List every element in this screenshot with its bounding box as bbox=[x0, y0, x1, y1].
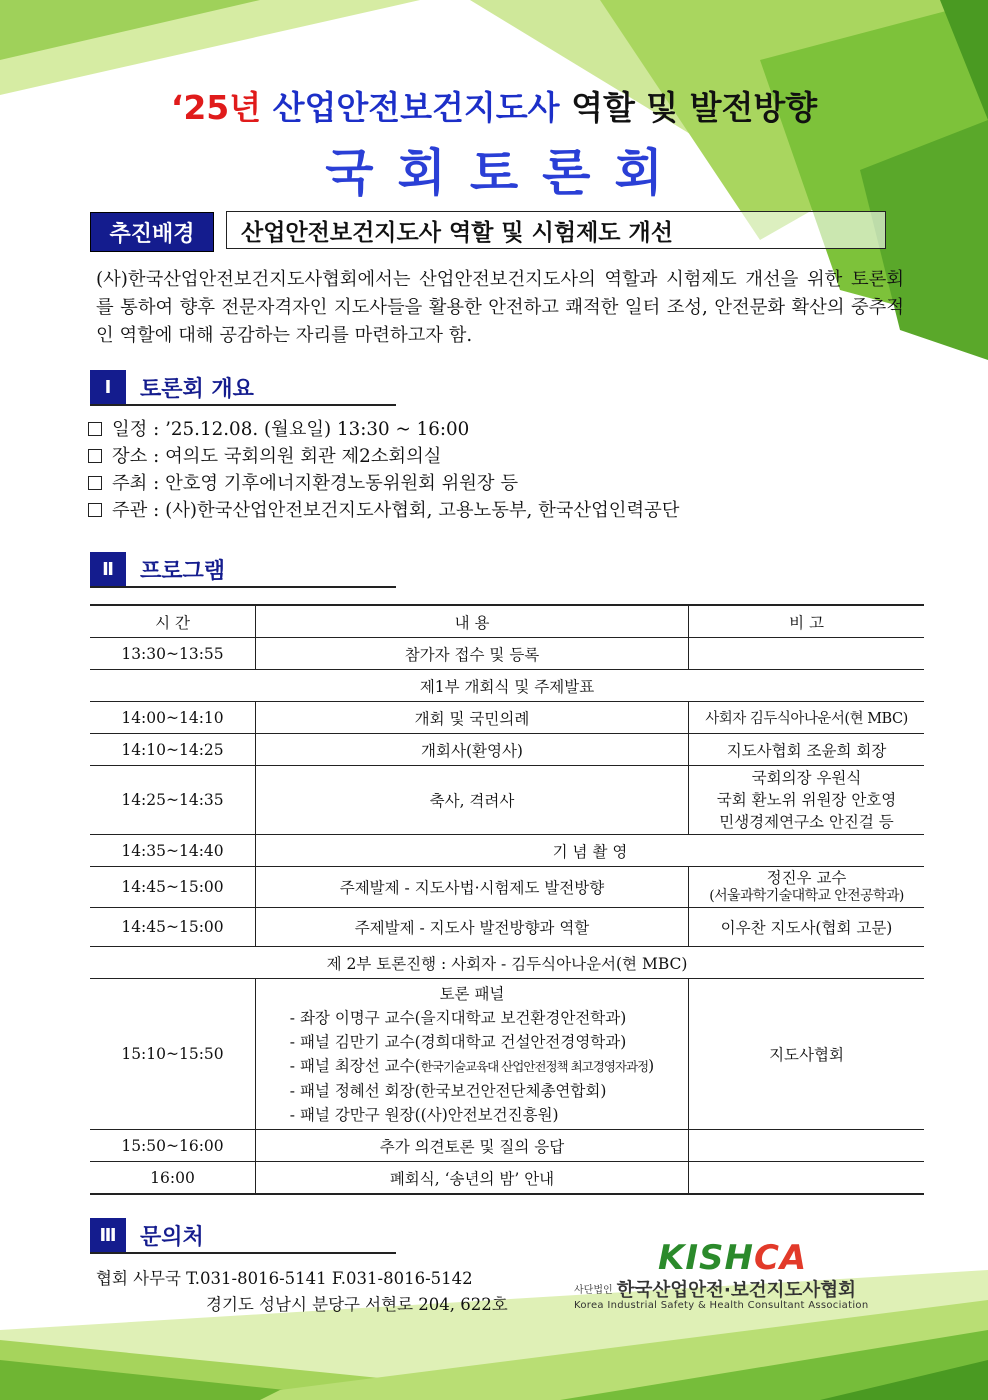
contact-address: 경기도 성남시 분당구 서현로 204, 622호 bbox=[206, 1295, 508, 1314]
section-title: 프로그램 bbox=[140, 558, 226, 584]
contact-phone: 협회 사무국 T.031-8016-5141 F.031-8016-5142 bbox=[96, 1269, 473, 1288]
checkbox-icon bbox=[88, 449, 102, 463]
section-title: 문의처 bbox=[140, 1224, 204, 1250]
column-header-time: 시 간 bbox=[90, 605, 256, 638]
title-rest: 역할 및 발전방향 bbox=[571, 88, 818, 127]
column-header-note: 비 고 bbox=[689, 605, 925, 638]
table-row: 15:50~16:00 추가 의견토론 및 질의 응답 bbox=[90, 1130, 924, 1162]
section-contact-header bbox=[90, 1218, 396, 1254]
overview-item-venue: 장소 : 여의도 국회의원 회관 제2소회의실 bbox=[88, 443, 908, 470]
background-label: 추진배경 bbox=[90, 212, 214, 252]
checkbox-icon bbox=[88, 503, 102, 517]
section-number: Ⅱ bbox=[90, 552, 126, 586]
section-title: 토론회 개요 bbox=[140, 376, 254, 402]
logo-name: 사단법인 한국산업안전·보건지도사협회 bbox=[574, 1280, 856, 1301]
table-row-part1: 제1부 개회식 및 주제발표 bbox=[90, 670, 924, 702]
section-number: Ⅰ bbox=[90, 370, 126, 404]
table-row: 14:35~14:40 기 념 촬 영 bbox=[90, 835, 924, 867]
section-program-header bbox=[90, 552, 396, 588]
overview-item-organizer: 주관 : (사)한국산업안전보건지도사협회, 고용노동부, 한국산업인력공단 bbox=[88, 497, 908, 524]
checkbox-icon bbox=[88, 476, 102, 490]
table-row: 14:00~14:10 개회 및 국민의례 사회자 김두식아나운서(현 MBC) bbox=[90, 702, 924, 734]
title-year: ‘25년 bbox=[170, 88, 262, 127]
table-row: 14:25~14:35 축사, 격려사 국회의장 우원식 국회 환노위 위원장 안호영 민생경제연구소 안진걸 등 bbox=[90, 766, 924, 835]
section-overview-header bbox=[90, 370, 396, 406]
kishca-logo-mark: KISHCA bbox=[658, 1238, 808, 1278]
association-logo bbox=[574, 1238, 914, 1314]
checkbox-icon bbox=[88, 422, 102, 436]
panel-list: 토론 패널 - 좌장 이명구 교수(을지대학교 보건환경안전학과) - 패널 김만기 교수(경희대학교 건설안전경영학과) - 패널 최장선 교수(한국기술교육대 산업안전정책 최고경영자과정) - 패널 정혜선 회장(한국보건안전단체총연합회) - 패널 강만구 원장((사)안전보건진흥원) bbox=[289, 984, 655, 1124]
table-row: 13:30~13:55 참가자 접수 및 등록 bbox=[90, 638, 924, 670]
table-row: 14:45~15:00 주제발제 - 지도사법·시험제도 발전방향 정진우 교수 (서울과학기술대학교 안전공학과) bbox=[90, 867, 924, 908]
overview-item-host: 주최 : 안호영 기후에너지환경노동위원회 위원장 등 bbox=[88, 470, 908, 497]
section-number: Ⅲ bbox=[90, 1218, 126, 1252]
column-header-content: 내 용 bbox=[256, 605, 689, 638]
table-row: 14:45~15:00 주제발제 - 지도사 발전방향과 역할 이우찬 지도사(협회 고문) bbox=[90, 908, 924, 947]
overview-list bbox=[88, 416, 908, 524]
table-row-part2: 제 2부 토론진행 : 사회자 - 김두식아나운서(현 MBC) bbox=[90, 947, 924, 979]
subtitle: 국회토론회 bbox=[325, 144, 687, 202]
table-row: 14:10~14:25 개회사(환영사) 지도사협회 조윤희 회장 bbox=[90, 734, 924, 766]
program-table bbox=[90, 604, 924, 1195]
title-subject: 산업안전보건지도사 bbox=[272, 88, 560, 127]
logo-english-name: Korea Industrial Safety & Health Consultant Association bbox=[574, 1300, 869, 1311]
table-row: 16:00 폐회식, ‘송년의 밤’ 안내 bbox=[90, 1162, 924, 1195]
table-row-panel: 15:10~15:50 토론 패널 - 좌장 이명구 교수(을지대학교 보건환경안전학과) - 패널 김만기 교수(경희대학교 건설안전경영학과) - 패널 최장선 교수(한국기술교육대 산업안전정책 최고경영자과정) - 패널 정혜선 회장(한국보건안전단체총연합회) - 패널 강만구 원장((사)안전보건진흥원) 지도사협회 bbox=[90, 979, 924, 1130]
main-title bbox=[0, 82, 988, 129]
contact-info bbox=[96, 1266, 508, 1318]
background-text: (사)한국산업안전보건지도사협회에서는 산업안전보건지도사의 역할과 시험제도 개선을 위한 토론회를 통하여 향후 전문자격자인 지도사들을 활용한 안전하고 쾌적한 일터 조성, 안전문화 확산의 중추적인 역할에 대해 공감하는 자리를 마련하고자 함. bbox=[96, 269, 904, 346]
overview-item-schedule: 일정 : ’25.12.08. (월요일) 13:30 ~ 16:00 bbox=[88, 416, 908, 443]
background-headline: 산업안전보건지도사 역할 및 시험제도 개선 bbox=[226, 211, 886, 249]
